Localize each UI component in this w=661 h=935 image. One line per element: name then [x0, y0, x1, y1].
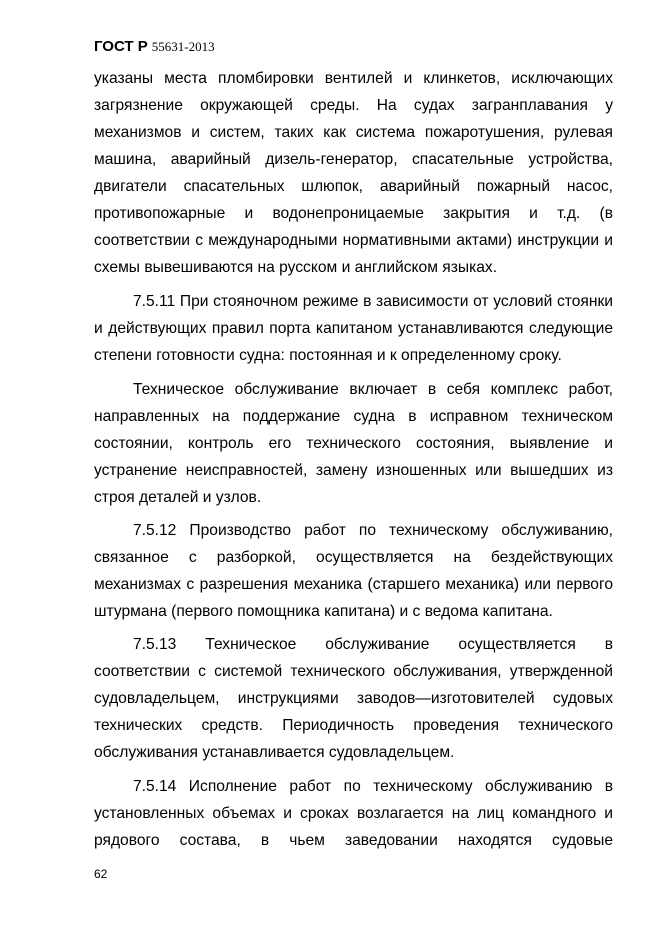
paragraph-start: 7.5.11 При стояночном режиме в зависимости от условий стоянки	[133, 293, 613, 310]
text-line: технических средств. Периодичность проведения технического	[94, 717, 613, 734]
text-line: механизмах с разрешения механика (старшего механика) или первого	[94, 576, 613, 593]
text-line: обслуживания устанавливается судовладельцем.	[94, 744, 455, 761]
text-line: двигатели спасательных шлюпок, аварийный пожарный насос,	[94, 178, 613, 195]
paragraph-start: Техническое обслуживание включает в себя комплекс работ,	[133, 381, 613, 398]
paragraph-start: 7.5.12 Производство работ по техническому обслуживанию,	[133, 522, 613, 539]
text-line: штурмана (первого помощника капитана) и с ведома капитана.	[94, 603, 553, 620]
text-line: механизмов и систем, таких как система пожаротушения, рулевая	[94, 124, 613, 141]
text-line: противопожарные и водонепроницаемые закрытия и т.д. (в	[94, 205, 613, 222]
text-line: устранение неисправностей, замену изношенных или вышедших из	[94, 462, 613, 479]
text-line: машина, аварийный дизель-генератор, спасательные устройства,	[94, 151, 613, 168]
standard-prefix: ГОСТ Р	[94, 38, 148, 55]
paragraph-start: 7.5.14 Исполнение работ по техническому обслуживанию в	[133, 778, 613, 795]
text-line: рядового состава, в чьем заведовании находятся судовые	[94, 832, 613, 849]
document-header	[94, 38, 215, 58]
standard-number: 55631-2013	[151, 39, 215, 54]
paragraph-start: 7.5.13 Техническое обслуживание осуществляется в	[133, 636, 613, 653]
text-line: степени готовности судна: постоянная и к определенному сроку.	[94, 347, 562, 364]
text-line: направленных на поддержание судна в исправном техническом	[94, 408, 613, 425]
text-line: состоянии, контроль его технического состояния, выявление и	[94, 435, 613, 452]
text-line: установленных объемах и сроках возлагается на лиц командного и	[94, 805, 613, 822]
text-line: указаны места пломбировки вентилей и клинкетов, исключающих	[94, 70, 613, 87]
text-line: связанное с разборкой, осуществляется на бездействующих	[94, 549, 613, 566]
text-line: схемы вывешиваются на русском и английском языках.	[94, 259, 498, 276]
page-number: 62	[94, 867, 108, 881]
text-line: загрязнение окружающей среды. На судах загранплавания у	[94, 97, 613, 114]
text-line: и действующих правил порта капитаном устанавливаются следующие	[94, 320, 613, 337]
text-line: судовладельцем, инструкциями заводов—изготовителей судовых	[94, 690, 613, 707]
text-line: соответствии с международными нормативными актами) инструкции и	[94, 232, 613, 249]
text-line: соответствии с системой технического обслуживания, утвержденной	[94, 663, 613, 680]
text-line: строя деталей и узлов.	[94, 489, 262, 506]
